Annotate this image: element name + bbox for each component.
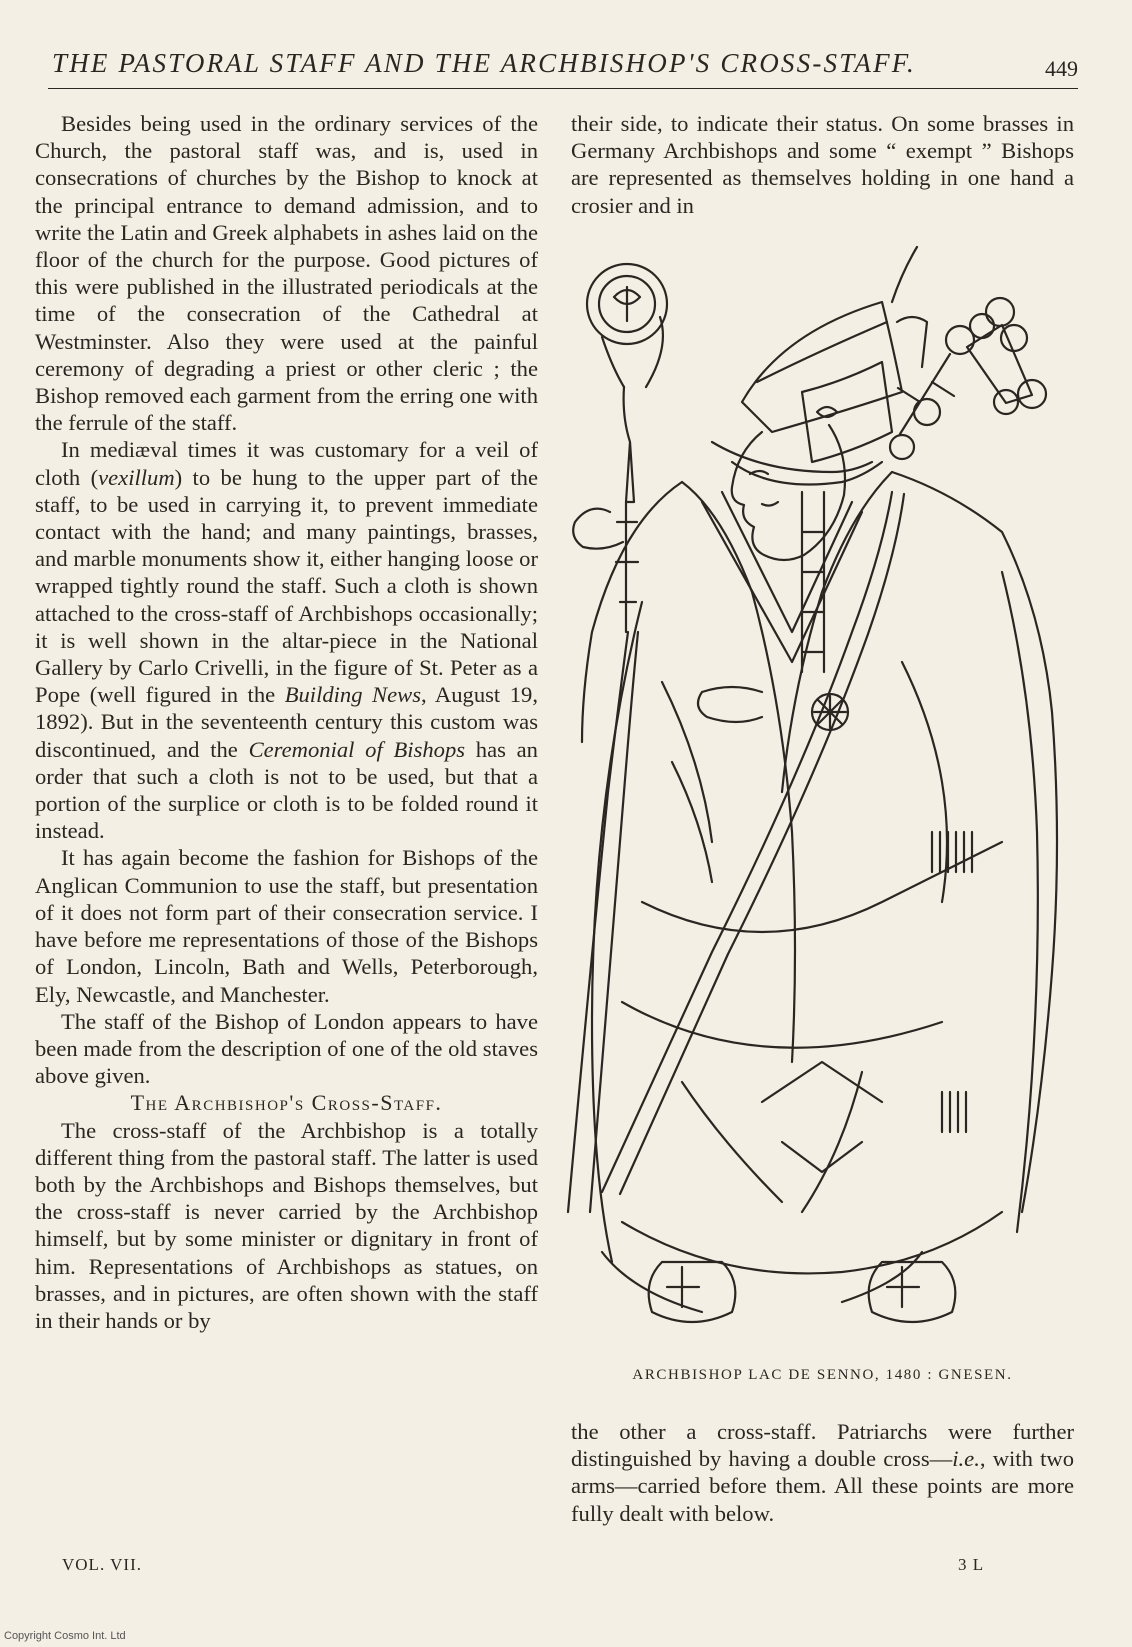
volume-label: VOL. VII. [62,1555,142,1574]
page-number: 449 [1045,56,1078,81]
veil-text-b: ) to be hung to the upper part of the staff, to be used in carrying it, to prevent immediate contact with the hand; and many paintings, brasses, and marble monuments show it, either hanging loose or wrapped tightly round the staff. Such a cloth is shown attached to the cross-staff of Archbishops occasionally; it is well shown in the altar-piece in the National Gallery by Carlo Crivelli, in the figure of St. Peter as a Pope (well figured in the [35,464,538,708]
patriarchs-text-a: the other a cross-staff. Patriarchs were further distinguished by having a double cross— [571,1419,1074,1472]
building-news-title: Building News [284,682,421,708]
figure-caption: ARCHBISHOP LAC DE SENNO, 1480 : GNESEN. [632,1367,1013,1383]
ie-abbrev: i.e. [952,1446,980,1472]
signature-mark: 3 L [958,1555,985,1574]
cross-staff-head [890,298,1046,459]
vestment [582,472,1057,1262]
header-rule [48,88,1078,89]
paragraph-status: their side, to indicate their status. On some brasses in Germany Archbishops and some “ exempt ” Bishops are represented as themselves holding in one hand a crosier and in [571,111,1074,218]
running-title: THE PASTORAL STAFF AND THE ARCHBISHOP'S CROSS-STAFF. [52,48,916,78]
veil-text-a: In mediæval times it was customary for a veil of cloth ( [35,437,538,490]
paragraph-consecration: Besides being used in the ordinary services of the Church, the pastoral staff was, and is, used in consecrations of churches by the Bishop to knock at the principal entrance to demand admission, and to write the Latin and Greek alphabets in ashes laid on the floor of the church for the purpose. Good pictures of this were published in the illustrated periodicals at the time of the consecration of the Cathedral at Westminster. Also they were used at the painful ceremony of degrading a priest or other cleric ; the Bishop removed each garment from the erring one with the ferrule of the staff. [35,111,538,436]
patriarchs-text-b: , with two arms—carried before them. All these points are more fully dealt with below. [571,1446,1074,1526]
paragraph-anglican: It has again become the fashion for Bishops of the Anglican Communion to use the staff, but presentation of it does not form part of their consecration service. I have before me representations of those of the Bishops of London, Lincoln, Bath and Wells, Peterborough, Ely, Newcastle, and Manchester. [35,845,538,1007]
paragraph-veil [35,436,538,844]
veil-text-d: has an order that such a cloth is not to be used, but that a portion of the surplice or cloth is to be folded round it instead. [35,736,538,844]
hands [573,509,762,722]
veil-text-c: , August 19, 1892). But in the seventeenth century this custom was discontinued, and the [35,682,538,762]
mitre [742,247,927,462]
lower-robes [602,842,1002,1312]
morse-brooch [812,694,848,730]
left-column [35,110,538,1334]
crosier-head [587,264,667,387]
stole [802,492,824,672]
copyright-watermark: Copyright Cosmo Int. Ltd [4,1630,126,1642]
paragraph-london: The staff of the Bishop of London appears to have been made from the description of one of the old staves above given. [35,1008,538,1089]
fringe [932,832,972,1132]
face [732,425,845,560]
feet [649,1262,956,1322]
paragraph-cross-staff: The cross-staff of the Archbishop is a totally different thing from the pastoral staff. The latter is used both by the Archbishops and Bishops themselves, but the cross-staff is never carried by the Archbishop himself, but by some minister or dignitary in front of him. Representations of Archbishops as statues, on brasses, and in pictures, are often shown with the staff in their hands or by [35,1117,538,1333]
right-column-top [571,110,1074,219]
paragraph-patriarchs [571,1418,1074,1527]
running-header [48,48,1078,88]
right-column-bottom [571,1418,1074,1527]
ceremonial-title: Ceremonial of Bishops [248,736,466,762]
crosier-shaft [568,387,638,1212]
section-subheading: The Archbishop's Cross-Staff. [130,1090,443,1116]
archbishop-illustration [562,242,1082,1352]
vexillum-term: vexillum [98,464,175,490]
